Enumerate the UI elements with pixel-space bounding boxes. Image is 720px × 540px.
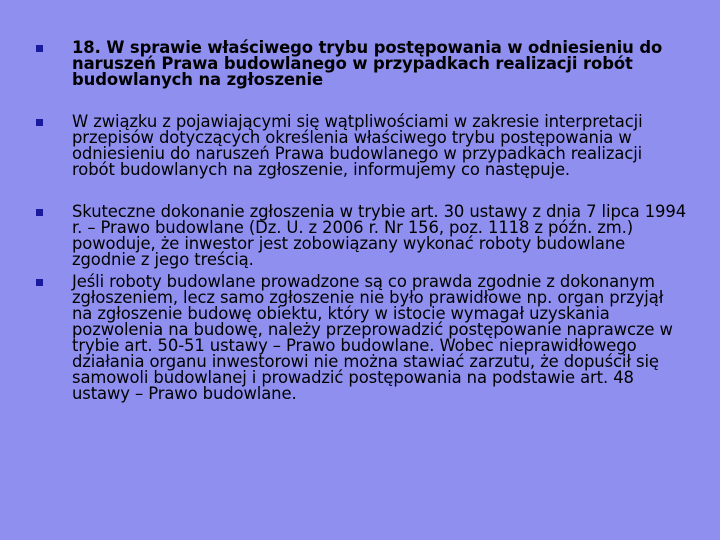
bullet-text: Jeśli roboty budowlane prowadzone są co prawda zgodnie z dokonanym zgłoszeniem, lecz samo zgłoszenie nie było prawidłowe np. organ przyjął na zgłoszenie budowę obiektu, który w istocie wymagał uzyskania pozwolenia na budowę, należy przeprowadzić postępowanie naprawcze w trybie art. 50-51 ustawy – Prawo budowlane. Wobec nieprawidłowego działania organu inwestorowi nie można stawiać zarzutu, że dopuścił się samowoli budowlanej i prowadzić postępowania na podstawie art. 48 ustawy – Prawo budowlane. bbox=[72, 272, 673, 403]
square-bullet-icon bbox=[36, 279, 43, 286]
bullet-text: W związku z pojawiającymi się wątpliwościami w zakresie interpretacji przepisów dotyczących określenia właściwego trybu postępowania w odniesieniu do naruszeń Prawa budowlanego w przypadkach realizacji robót budowlanych na zgłoszenie, informujemy co następuje. bbox=[72, 112, 643, 179]
bullet-text: 18. W sprawie właściwego trybu postępowania w odniesieniu do naruszeń Prawa budowlanego w przypadkach realizacji robót budowlanych na zgłoszenie bbox=[72, 38, 663, 89]
bullet-item-remedy bbox=[36, 274, 688, 402]
bullet-list bbox=[36, 40, 688, 402]
bullet-text: Skuteczne dokonanie zgłoszenia w trybie art. 30 ustawy z dnia 7 lipca 1994 r. – Prawo budowlane (Dz. U. z 2006 r. Nr 156, poz. 1118 z późn. zm.) powoduje, że inwestor jest zobowiązany wykonać roboty budowlane zgodnie z jego treścią. bbox=[72, 202, 687, 269]
square-bullet-icon bbox=[36, 45, 43, 52]
bullet-item-notification bbox=[36, 204, 688, 268]
bullet-item-intro bbox=[36, 114, 688, 178]
square-bullet-icon bbox=[36, 209, 43, 216]
square-bullet-icon bbox=[36, 119, 43, 126]
bullet-item-heading bbox=[36, 40, 688, 88]
